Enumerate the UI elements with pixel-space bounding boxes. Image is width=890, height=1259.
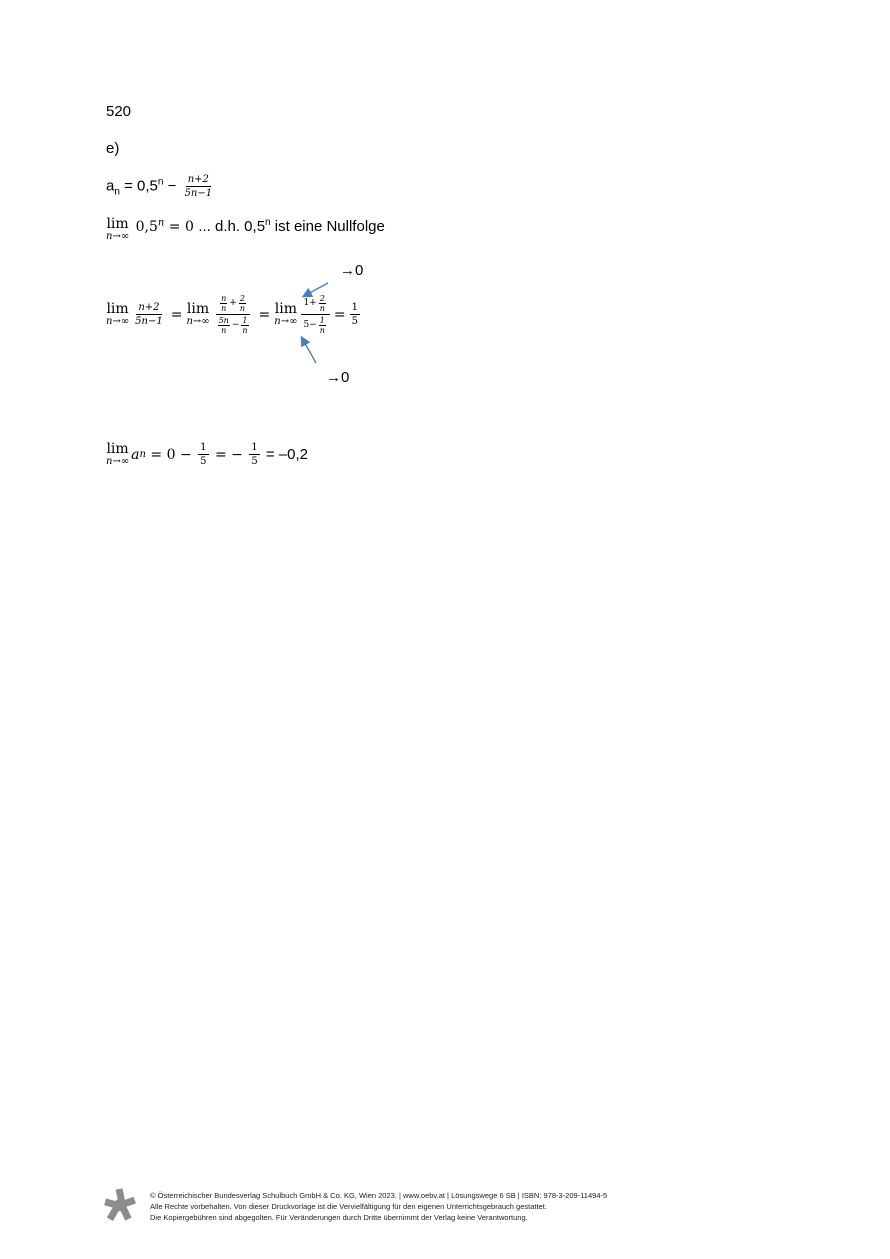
fraction: $\frac{n+2}{5n-1}$ — [135, 302, 163, 327]
limit-calculation: lim n→∞ $\frac{n+2}{5n-1}$ = lim n→∞ $\frac{n}{n}$ + $\frac{2}{n}$ $\frac{5n}{n}$ − $\frac{1}{n}$ = lim n→∞ 1+ $\frac{2}{n}$ 5− $\frac{1}{n}$ = $\frac{1}{5}$ — [106, 294, 358, 335]
limit-operator: lim n→∞ — [186, 301, 210, 327]
fraction: $\frac{1}{5}$ — [251, 442, 258, 467]
arrow-annotation-top: →0 — [340, 262, 364, 279]
footer-disclaimer: Die Kopiergebühren sind abgegolten. Für Veränderungen durch Dritte übernimmt der Verlag keine Verantwortung. — [150, 1213, 528, 1222]
compound-fraction: $\frac{n}{n}$ + $\frac{2}{n}$ $\frac{5n}{n}$ − $\frac{1}{n}$ — [214, 294, 253, 335]
part-label: e) — [106, 140, 120, 157]
compound-fraction: 1+ $\frac{2}{n}$ 5− $\frac{1}{n}$ — [301, 294, 329, 335]
oebv-logo-icon — [104, 1188, 136, 1222]
nullfolge-line: lim n→∞ $0,5^n = 0$ ... d.h. 0,5$^n$ ist eine Nullfolge — [106, 216, 385, 242]
final-result-line: lim n→∞ a n = 0 − $\frac{1}{5}$ = − $\frac{1}{5}$ = –0,2 — [106, 441, 308, 467]
fraction: $\frac{1}{5}$ — [200, 442, 207, 467]
annotation-arrows — [0, 0, 890, 420]
fraction: $\frac{n+2}{5n-1}$ — [184, 174, 213, 199]
limit-operator: lim n→∞ — [274, 301, 298, 327]
arrow-annotation-bottom: →0 — [326, 369, 350, 386]
result-fraction: $\frac{1}{5}$ — [351, 302, 358, 327]
footer-copyright: © Österreichischer Bundesverlag Schulbuch GmbH & Co. KG, Wien 2023. | www.oebv.at | Lösungswege 6 SB | ISBN: 978-3-209-11494-5 — [150, 1191, 608, 1200]
exercise-number: 520 — [106, 103, 132, 120]
footer-rights: Alle Rechte vorbehalten. Von dieser Druckvorlage ist die Vervielfältigung für den eigenen Unterrichtsgebrauch gestattet. — [150, 1202, 547, 1211]
limit-operator: lim n→∞ — [106, 301, 130, 327]
sequence-definition: $a_n = 0,5^n$ − $\frac{n+2}{5n-1}$ — [106, 174, 213, 199]
limit-operator: lim n→∞ — [106, 441, 130, 467]
limit-operator: lim n→∞ — [106, 216, 130, 242]
arrow-bottom-line — [302, 338, 316, 363]
